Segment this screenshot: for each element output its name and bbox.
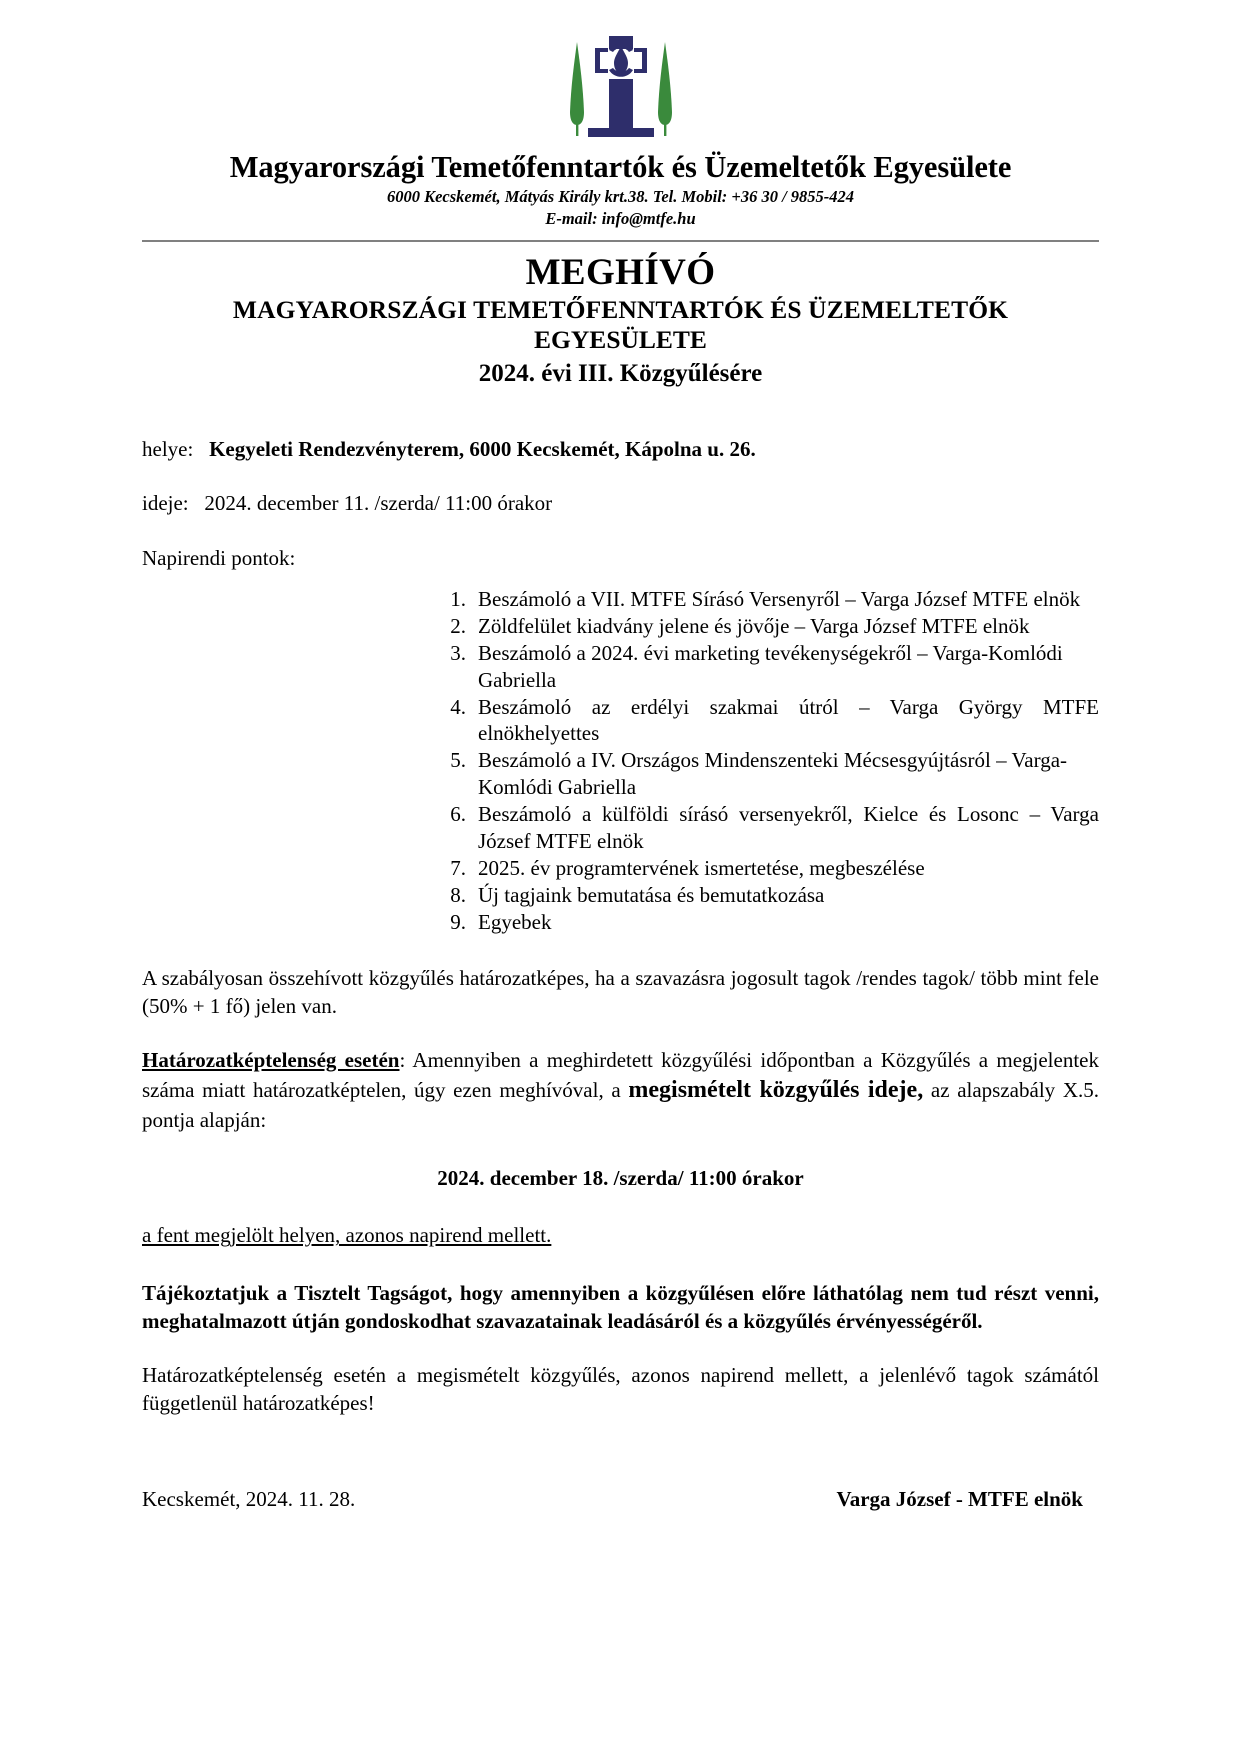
header-divider: [142, 240, 1099, 242]
signature-name: Varga József - MTFE elnök: [836, 1486, 1083, 1511]
spacer: [142, 518, 1099, 544]
inquorate-paragraph: [142, 1047, 1099, 1135]
list-item: [433, 855, 1099, 882]
signature-place-date: Kecskemét, 2024. 11. 28.: [142, 1486, 356, 1511]
spacer: [142, 572, 1099, 586]
spacer: [142, 1135, 1099, 1165]
list-item-label: Beszámoló a IV. Országos Mindenszenteki Mécsesgyújtásról – Varga-Komlódi Gabriella: [478, 748, 1068, 800]
event-time-label: ideje:: [142, 491, 189, 516]
event-place-row: [142, 435, 1099, 463]
event-place-value: Kegyeleti Rendezvényterem, 6000 Kecskemét, Kápolna u. 26.: [209, 437, 756, 462]
inquorate-text-1: : Amennyiben a meghirdetett közgyűlési időpontban a Közgyűlés a megjelentek száma miatt határozatképtelen, úgy ezen meghívóval, a: [142, 1048, 1099, 1103]
list-item: [433, 613, 1099, 640]
list-item-number: 1.: [450, 587, 466, 612]
title-line-2: EGYESÜLETE: [534, 325, 707, 355]
event-time-row: [142, 489, 1099, 517]
list-item-number: 9.: [450, 909, 466, 934]
list-item-number: 7.: [450, 855, 466, 880]
spacer: [142, 935, 1099, 965]
same-place-note-text: a fent megjelölt helyen, azonos napirend mellett.: [142, 1223, 552, 1248]
title-line-3: 2024. évi III. Közgyűlésére: [478, 359, 763, 387]
logo-container: [142, 0, 1099, 146]
list-item-number: 6.: [450, 802, 466, 827]
list-item-label: Beszámoló az erdélyi szakmai útról – Varga György MTFE elnökhelyettes: [478, 694, 1099, 746]
title-line-1: MAGYARORSZÁGI TEMETŐFENNTARTÓK ÉS ÜZEMELTETŐK: [232, 294, 1009, 324]
spacer: [142, 1192, 1099, 1222]
list-item-number: 4.: [450, 694, 466, 719]
list-item: [433, 882, 1099, 909]
repeat-assembly-datetime: 2024. december 18. /szerda/ 11:00 órakor: [437, 1166, 804, 1191]
signature-row: [142, 1486, 1099, 1513]
closing-paragraph: Határozatképtelenség esetén a megismételt közgyűlés, azonos napirend mellett, a jelenlévő tagok számától függetlenül határozatképes!: [142, 1363, 1099, 1416]
list-item-label: Zöldfelület kiadvány jelene és jövője – Varga József MTFE elnök: [478, 613, 1030, 638]
list-item: [433, 909, 1099, 936]
proxy-notice: Tájékoztatjuk a Tisztelt Tagságot, hogy amennyiben a közgyűlésen előre láthatólag nem tud részt venni, meghatalmazott útján gondoskodhat szavazatainak leadásáról és a közgyűlés érvényességéről.: [142, 1281, 1099, 1334]
event-place-label: helye:: [142, 437, 194, 462]
inquorate-label: Határozatképtelenség esetén: [142, 1048, 400, 1073]
quorum-paragraph: A szabályosan összehívott közgyűlés határozatképes, ha a szavazásra jogosult tagok /rendes tagok/ több mint fele (50% + 1 fő) jelen van.: [142, 966, 1099, 1019]
list-item-number: 5.: [450, 748, 466, 773]
spacer: [142, 1464, 1099, 1486]
list-item-label: Beszámoló a VII. MTFE Sírásó Versenyről – Varga József MTFE elnök: [478, 587, 1081, 612]
spacer: [142, 1021, 1099, 1047]
list-item: [433, 747, 1099, 801]
mtfe-logo-icon: [555, 24, 687, 146]
event-time-value: 2024. december 11. /szerda/ 11:00 órakor: [204, 491, 553, 516]
inquorate-text-2: az alapszabály X.5. pontja alapján:: [142, 1078, 1099, 1133]
repeat-assembly-bold: megismételt közgyűlés ideje,: [628, 1077, 924, 1104]
list-item-label: Új tagjaink bemutatása és bemutatkozása: [478, 882, 825, 907]
list-item: [433, 801, 1099, 855]
spacer: [142, 1418, 1099, 1464]
agenda-list: [142, 586, 1099, 935]
list-item-label: Beszámoló a külföldi sírásó versenyekről, Kielce és Losonc – Varga József MTFE elnök: [478, 802, 1099, 853]
list-item-label: Beszámoló a 2024. évi marketing tevékenységekről – Varga-Komlódi Gabriella: [478, 640, 1063, 692]
list-item-label: 2025. év programtervének ismertetése, megbeszélése: [478, 855, 925, 880]
organization-address: 6000 Kecskemét, Mátyás Király krt.38. Tel. Mobil: +36 30 / 9855-424: [386, 187, 855, 207]
list-item-number: 3.: [450, 640, 466, 665]
list-item-number: 2.: [450, 613, 466, 638]
agenda-label: Napirendi pontok:: [142, 545, 296, 570]
list-item: [433, 586, 1099, 613]
spacer: [142, 1336, 1099, 1362]
spacer: [142, 463, 1099, 489]
document-body: [142, 389, 1099, 1513]
spacer: [142, 1250, 1099, 1280]
list-item: [433, 640, 1099, 694]
organization-email: E-mail: info@mtfe.hu: [545, 208, 696, 228]
page-title: MEGHÍVÓ: [525, 251, 716, 293]
list-item: [433, 694, 1099, 748]
organization-name: Magyarországi Temetőfenntartók és Üzemeltetők Egyesülete: [229, 150, 1012, 184]
spacer: [142, 389, 1099, 435]
list-item-number: 8.: [450, 882, 466, 907]
same-place-note: [142, 1222, 1099, 1250]
list-item-label: Egyebek: [478, 909, 552, 934]
